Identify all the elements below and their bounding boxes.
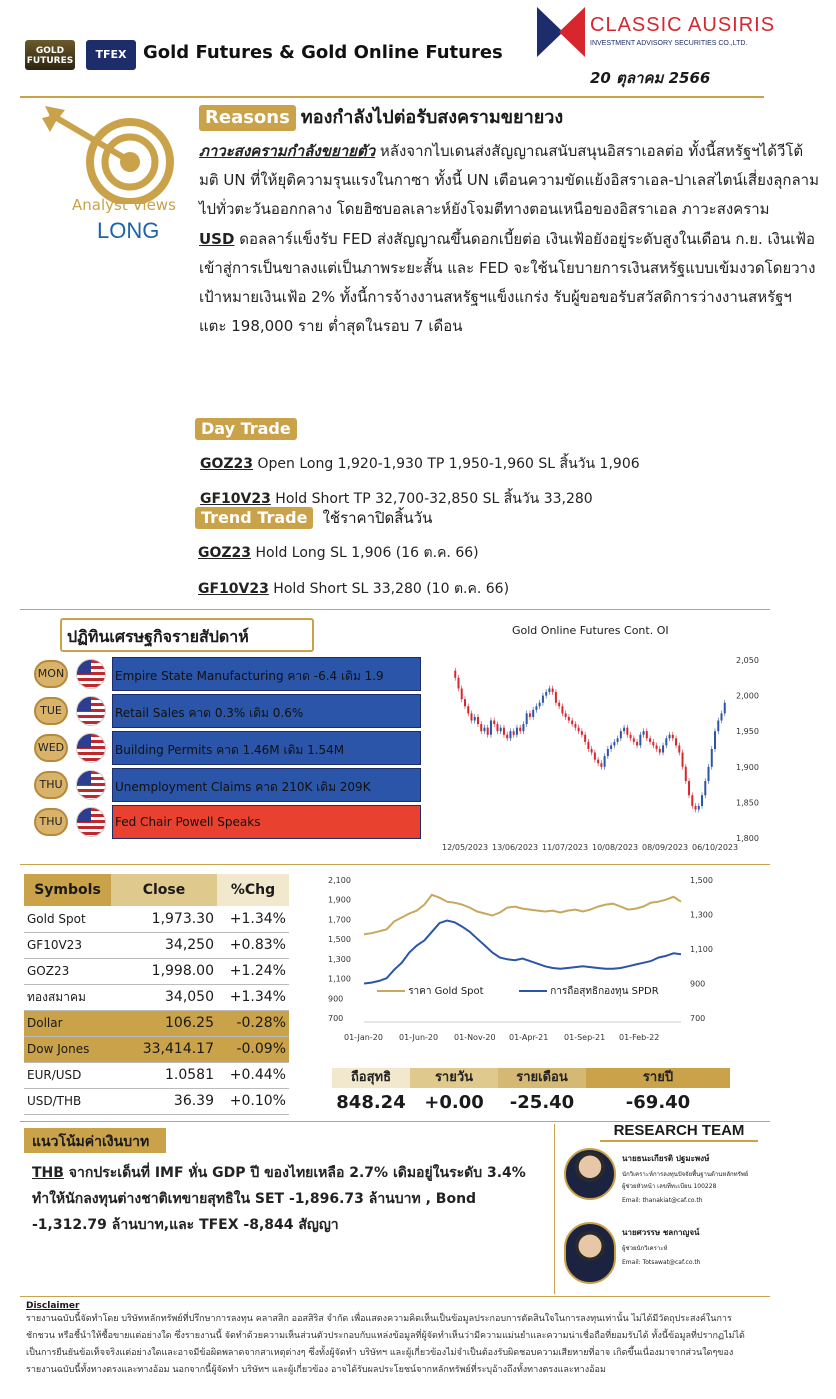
calendar-event xyxy=(34,766,424,803)
candle-body xyxy=(636,742,638,746)
candle-body xyxy=(691,795,693,806)
day-trade-section xyxy=(195,418,755,510)
trend-trade-section xyxy=(195,506,755,600)
candle-body xyxy=(652,742,654,746)
candle-body xyxy=(675,738,677,745)
day-trade-line xyxy=(200,453,755,475)
candle-body xyxy=(532,710,534,717)
stat-monthly: -25.40 xyxy=(509,1092,575,1113)
candle-body xyxy=(662,745,664,752)
header-divider xyxy=(20,96,764,98)
war-title: ภาวะสงครามกำลังขยายตัว xyxy=(199,142,376,160)
stat-header-daily: รายวัน xyxy=(410,1068,498,1088)
candle-body xyxy=(721,713,723,720)
candle-body xyxy=(480,724,482,731)
candle-body xyxy=(594,753,596,760)
analyst-name: นายธนะเกียรติ ปฐมะพงษ์ xyxy=(622,1154,710,1163)
day-trade-text: Hold Short TP 32,700-32,850 SL สิ้นวัน 33,280 xyxy=(270,491,593,507)
chg-cell: +1.24% xyxy=(217,958,289,984)
chg-cell: +0.83% xyxy=(217,932,289,958)
candle-body xyxy=(626,728,628,735)
candle-body xyxy=(490,721,492,735)
candle-body xyxy=(548,688,550,692)
disclaimer-title: Disclaimer xyxy=(26,1301,80,1311)
candle-body xyxy=(578,728,580,732)
candle-body xyxy=(568,717,570,721)
x-tick-label: 01-Feb-22 xyxy=(619,1033,660,1042)
table-row xyxy=(24,1010,289,1036)
header-symbols: Symbols xyxy=(24,874,111,906)
us-flag-icon xyxy=(76,696,106,726)
report-date: 20 ตุลาคม 2566 xyxy=(590,69,711,87)
y-tick-label: 2,050 xyxy=(736,656,759,665)
table-row xyxy=(24,984,289,1010)
trend-trade-text: Hold Short SL 33,280 (10 ต.ค. 66) xyxy=(268,581,510,597)
candle-body xyxy=(724,703,726,714)
gold-spdr-chart xyxy=(326,868,726,1048)
event-bar: Fed Chair Powell Speaks xyxy=(112,805,421,839)
analyst-role: นักวิเคราะห์การลงทุนปัจจัยพื้นฐานด้านหลักทรัพย์ xyxy=(622,1171,749,1178)
header-close: Close xyxy=(111,874,217,906)
candle-body xyxy=(529,713,531,717)
stat-header-monthly: รายเดือน xyxy=(498,1068,586,1088)
event-bar: Empire State Manufacturing คาด -6.4 เดิม 1.9 xyxy=(112,657,421,691)
right-tick-label: 1,500 xyxy=(690,876,713,885)
table-row xyxy=(24,932,289,958)
candle-body xyxy=(574,724,576,728)
candle-body xyxy=(613,742,615,746)
candle-body xyxy=(649,738,651,742)
close-cell: 1,998.00 xyxy=(111,958,217,984)
tfex-logo: TFEX xyxy=(86,40,136,70)
stat-yearly: -69.40 xyxy=(625,1092,691,1113)
y-tick-label: 2,000 xyxy=(736,691,759,701)
day-badge: WED xyxy=(34,734,68,762)
candle-body xyxy=(509,731,511,738)
thb-divider xyxy=(554,1124,555,1294)
candle-body xyxy=(708,767,710,781)
y-tick-label: 1,950 xyxy=(736,727,759,737)
research-team-title xyxy=(600,1122,758,1142)
stat-daily: +0.00 xyxy=(424,1092,484,1113)
left-tick-label: 1,700 xyxy=(328,915,351,925)
calendar-list xyxy=(34,655,424,840)
right-tick-label: 1,300 xyxy=(690,910,713,920)
header xyxy=(0,0,836,96)
candle-body xyxy=(704,781,706,795)
left-tick-label: 1,900 xyxy=(328,895,351,905)
calendar-title-text: ปฏิทินเศรษฐกิจรายสัปดาห์ xyxy=(67,627,249,646)
analyst-role: ผู้ช่วยนักวิเคราะห์ xyxy=(622,1245,668,1252)
candle-body xyxy=(487,728,489,735)
us-flag-icon xyxy=(76,770,106,800)
table-row xyxy=(24,1036,289,1062)
day-trade-symbol: GF10V23 xyxy=(200,491,271,507)
legend-gold xyxy=(374,984,487,999)
legend-gold-swatch xyxy=(377,990,405,992)
reasons-tag: Reasons xyxy=(199,105,296,131)
candle-body xyxy=(643,731,645,735)
candle-body xyxy=(597,760,599,764)
candle-body xyxy=(600,763,602,767)
candle-body xyxy=(474,717,476,721)
candle-body xyxy=(500,728,502,732)
day-badge: THU xyxy=(34,808,68,836)
symbols-table-header xyxy=(24,874,289,906)
candle-body xyxy=(470,713,472,720)
candle-body xyxy=(620,731,622,738)
x-tick-label: 01-Jan-20 xyxy=(344,1033,383,1042)
day-badge: MON xyxy=(34,660,68,688)
candle-body xyxy=(571,721,573,725)
calendar-section xyxy=(34,618,424,840)
us-flag-icon xyxy=(76,659,106,689)
trend-trade-symbol: GF10V23 xyxy=(198,581,269,597)
reasons-section xyxy=(199,102,819,341)
x-tick-label: 01-Nov-20 xyxy=(454,1033,496,1042)
candle-body xyxy=(461,688,463,699)
calendar-event xyxy=(34,655,424,692)
candle-body xyxy=(506,735,508,739)
right-tick-label: 900 xyxy=(690,979,706,989)
candle-body xyxy=(607,749,609,756)
candle-body xyxy=(659,749,661,753)
candle-body xyxy=(516,728,518,735)
day-badge: TUE xyxy=(34,697,68,725)
close-cell: 36.39 xyxy=(111,1088,217,1114)
footer-divider xyxy=(20,1296,770,1297)
research-team xyxy=(560,1122,770,1294)
candle-body xyxy=(561,706,563,713)
thb-tag-text: แนวโน้มค่าเงินบาท xyxy=(32,1134,150,1150)
left-tick-label: 1,100 xyxy=(328,974,351,984)
day-trade-text: Open Long 1,920-1,930 TP 1,950-1,960 SL สิ้นวัน 1,906 xyxy=(253,456,640,472)
research-team-title-text: RESEARCH TEAM xyxy=(613,1122,745,1139)
gold-spdr-chart-svg xyxy=(326,868,726,1048)
x-tick-label: 06/10/2023 xyxy=(692,843,739,852)
trend-trade-note: ใช้ราคาปิดสิ้นวัน xyxy=(322,509,433,527)
candle-body xyxy=(522,724,524,731)
candle-body xyxy=(714,731,716,749)
candle-body xyxy=(539,703,541,707)
legend-spdr-swatch xyxy=(519,990,547,992)
candle-body xyxy=(464,699,466,706)
symbol-cell: Gold Spot xyxy=(24,906,111,932)
reasons-header xyxy=(199,102,819,130)
legend-spdr-text: การถือสุทธิกองทุน SPDR xyxy=(550,986,659,997)
close-cell: 34,250 xyxy=(111,932,217,958)
candle-body xyxy=(604,756,606,767)
day-trade-tag: Day Trade xyxy=(195,418,297,440)
symbol-cell: Dollar xyxy=(24,1010,111,1036)
symbol-cell: Dow Jones xyxy=(24,1036,111,1062)
symbol-cell: GOZ23 xyxy=(24,958,111,984)
company-logo-icon xyxy=(537,7,585,57)
analyst-info xyxy=(622,1226,772,1266)
candle-body xyxy=(535,706,537,710)
table-row xyxy=(24,1088,289,1114)
candle-body xyxy=(630,735,632,739)
header-chg: %Chg xyxy=(217,874,289,906)
thb-tag xyxy=(24,1128,166,1153)
reasons-headline: ทองกำลังไปต่อรับสงครามขยายวง xyxy=(300,107,564,128)
trend-trade-tag: Trend Trade xyxy=(195,507,313,529)
calendar-title xyxy=(60,618,314,652)
y-tick-label: 1,900 xyxy=(736,762,759,772)
us-flag-icon xyxy=(76,733,106,763)
left-tick-label: 900 xyxy=(328,994,344,1004)
thb-symbol: THB xyxy=(32,1165,64,1181)
event-bar: Retail Sales คาด 0.3% เดิม 0.6% xyxy=(112,694,421,728)
candle-body xyxy=(672,735,674,739)
spdr-stats-values xyxy=(332,1092,730,1113)
stat-net: 848.24 xyxy=(336,1092,406,1113)
stat-header-yearly: รายปี xyxy=(586,1068,730,1088)
stat-header-net: ถือสุทธิ xyxy=(332,1068,410,1088)
analyst-license: ผู้ช่วยหัวหน้า เลขที่ทะเบียน 100228 xyxy=(622,1183,717,1190)
spdr-stats-header xyxy=(332,1068,730,1088)
candle-body xyxy=(633,738,635,742)
close-cell: 106.25 xyxy=(111,1010,217,1036)
candle-body xyxy=(639,735,641,746)
war-paragraph xyxy=(199,137,819,224)
legend-spdr xyxy=(516,984,662,999)
analyst-views-label: Analyst Views xyxy=(72,196,176,214)
company-subtitle: INVESTMENT ADVISORY SECURITIES CO.,LTD. xyxy=(590,40,748,47)
candle-body xyxy=(587,742,589,749)
symbols-table-body xyxy=(24,906,289,1115)
candle-body xyxy=(477,717,479,724)
chg-cell: +1.34% xyxy=(217,984,289,1010)
x-tick-label: 10/08/2023 xyxy=(592,843,639,852)
candle-body xyxy=(526,713,528,724)
chg-cell: +0.44% xyxy=(217,1062,289,1088)
table-row xyxy=(24,906,289,932)
calendar-event xyxy=(34,729,424,766)
war-text: หลังจากไบเดนส่งสัญญาณสนับสนุนอิสราเอลต่อ ทั้งนี้สหรัฐฯได้วีโต้มติ UN ที่ให้ยุติความรุนแรงในกาซา ทั้งนี้ UN เตือนความขัดแย้งอิสราเอล-ปาเลสไตน์เสี่ยงลุกลามไปทั่วตะวันออกกลาง โดยฮิซบอลเลาะห์ยังโจมตีทางตอนเหนือของอิสราเอล ภาวะสงคราม xyxy=(199,142,819,218)
x-tick-label: 01-Apr-21 xyxy=(509,1033,549,1042)
left-tick-label: 2,100 xyxy=(328,876,351,885)
analyst-view-value: LONG xyxy=(97,218,160,243)
close-cell: 34,050 xyxy=(111,984,217,1010)
candle-body xyxy=(656,745,658,749)
analyst-email: Email: Totsawat@caf.co.th xyxy=(622,1259,701,1266)
trend-trade-text: Hold Long SL 1,906 (16 ต.ค. 66) xyxy=(251,545,479,561)
event-bar: Unemployment Claims คาด 210K เดิม 209K xyxy=(112,768,421,802)
x-tick-label: 01-Jun-20 xyxy=(399,1033,439,1042)
candle-body xyxy=(454,671,456,678)
candle-body xyxy=(584,735,586,742)
company-name: CLASSIC AUSIRIS xyxy=(590,14,776,36)
candle-body xyxy=(552,688,554,692)
candle-body xyxy=(565,713,567,717)
candle-body xyxy=(591,749,593,753)
legend-gold-text: ราคา Gold Spot xyxy=(408,986,484,997)
analyst-avatar xyxy=(564,1222,616,1284)
candle-body xyxy=(669,735,671,739)
candle-body xyxy=(617,738,619,742)
candle-body xyxy=(558,703,560,707)
thb-section xyxy=(24,1128,549,1238)
day-trade-symbol: GOZ23 xyxy=(200,456,254,472)
y-tick-label: 1,850 xyxy=(736,798,759,808)
disclaimer xyxy=(26,1301,760,1379)
table-row xyxy=(24,1062,289,1088)
section-divider xyxy=(20,864,770,865)
candle-body xyxy=(496,724,498,731)
candle-body xyxy=(493,721,495,725)
x-tick-label: 08/09/2023 xyxy=(642,843,689,852)
company-logo xyxy=(537,7,585,57)
candle-body xyxy=(581,731,583,735)
close-cell: 33,414.17 xyxy=(111,1036,217,1062)
candle-body xyxy=(483,728,485,732)
candle-body xyxy=(701,795,703,806)
table-row xyxy=(24,958,289,984)
candle-body xyxy=(555,692,557,703)
analyst-name: นายศวรรษ ชลกาญจน์ xyxy=(622,1228,700,1237)
candle-body xyxy=(542,696,544,703)
candle-body xyxy=(698,806,700,810)
us-flag-icon xyxy=(76,807,106,837)
chg-cell: -0.09% xyxy=(217,1036,289,1062)
x-tick-label: 11/07/2023 xyxy=(542,843,589,852)
close-cell: 1,973.30 xyxy=(111,906,217,932)
day-badge: THU xyxy=(34,771,68,799)
symbol-cell: USD/THB xyxy=(24,1088,111,1114)
left-tick-label: 1,300 xyxy=(328,954,351,964)
analyst-email: Email: thanakiat@caf.co.th xyxy=(622,1197,703,1204)
candle-body xyxy=(467,706,469,713)
chg-cell: +1.34% xyxy=(217,906,289,932)
candle-body xyxy=(685,767,687,781)
usd-title: USD xyxy=(199,230,235,248)
candle-body xyxy=(665,738,667,745)
x-tick-label: 13/06/2023 xyxy=(492,843,539,852)
thb-text: จากประเด็นที่ IMF หั่น GDP ปี ของไทยเหลือ 2.7% เดิมอยู่ในระดับ 3.4% ทำให้นักลงทุนต่างชาติเทขายสุทธิใน SET -1,896.73 ล้านบาท , Bond -1,312.79 ล้านบาท,และ TFEX -8,844 สัญญา xyxy=(32,1165,526,1233)
symbol-cell: ทองสมาคม xyxy=(24,984,111,1010)
gold-futures-logo: GOLD FUTURES xyxy=(25,40,75,70)
candle-body xyxy=(682,753,684,767)
candle-chart-title: Gold Online Futures Cont. OI xyxy=(512,624,669,637)
left-tick-label: 700 xyxy=(328,1014,344,1023)
candle-body xyxy=(545,692,547,696)
section-divider xyxy=(20,609,770,610)
disclaimer-text: รายงานฉบับนี้จัดทำโดย บริษัทหลักทรัพย์ที่ปรึกษาการลงทุน คลาสสิก ออสสิริส จำกัด เพื่อแสดงความคิดเห็นเป็นข้อมูลประกอบการตัดสินใจในการลงทุนเท่านั้น ไม่ได้มีวัตถุประสงค์ในการชักชวน หรือชี้นำให้ซื้อขายแต่อย่างใด ซึ่งรายงานนี้ จัดทำด้วยความเห็นส่วนตัวประกอบกับแหล่งข้อมูลที่ผู้จัดทำเห็นว่ามีความแม่นยำและความน่าเชื่อถือที่ยอมรับได้ ทั้งนี้ข้อมูลที่ปรากฏไม่ได้เป็นการยืนยันข้อเท็จจริงแต่อย่างใดและอาจมีข้อผิดพลาดจากสาเหตุต่างๆ ซึ่งทั้งผู้จัดทำ บริษัทฯ และผู้เกี่ยวข้องไม่จำเป็นต้องรับผิดชอบความเสียหายที่อาจ เกิดขึ้นเนื่องมาจากส่วนใดๆของรายงานฉบับนี้ทั้งทางตรงและทางอ้อม นอกจากนี้ผู้จัดทำ บริษัทฯ และผู้เกี่ยวข้อง อาจได้รับผลประโยชน์จากหลักทรัพย์ที่ระบุอ้างถึงทั้งทางตรงและทางอ้อม xyxy=(26,1314,745,1375)
candle-body xyxy=(688,781,690,795)
trend-trade-line xyxy=(198,578,755,600)
chg-cell: +0.10% xyxy=(217,1088,289,1114)
spdr-holdings-line xyxy=(364,921,681,984)
symbol-cell: EUR/USD xyxy=(24,1062,111,1088)
candle-body xyxy=(457,678,459,689)
analyst-info xyxy=(622,1152,772,1204)
thb-paragraph xyxy=(32,1160,549,1238)
close-cell: 1.0581 xyxy=(111,1062,217,1088)
symbol-cell: GF10V23 xyxy=(24,932,111,958)
candle-body xyxy=(717,721,719,732)
candle-body xyxy=(711,749,713,767)
x-tick-label: 12/05/2023 xyxy=(442,843,489,852)
y-tick-label: 1,800 xyxy=(736,834,759,843)
candle-body xyxy=(695,806,697,810)
candle-body xyxy=(678,745,680,752)
candle-body xyxy=(513,731,515,735)
event-bar: Building Permits คาด 1.46M เดิม 1.54M xyxy=(112,731,421,765)
right-tick-label: 700 xyxy=(690,1014,706,1023)
candle-chart xyxy=(440,618,770,860)
right-tick-label: 1,100 xyxy=(690,945,713,954)
candle-body xyxy=(623,728,625,732)
page-title: Gold Futures & Gold Online Futures xyxy=(143,42,503,63)
spdr-stats xyxy=(332,1068,730,1113)
trend-trade-symbol: GOZ23 xyxy=(198,545,252,561)
analyst-view-panel xyxy=(40,104,190,254)
chg-cell: -0.28% xyxy=(217,1010,289,1036)
gold-spot-line xyxy=(364,895,681,934)
trend-trade-line xyxy=(198,542,755,564)
usd-paragraph xyxy=(199,225,819,341)
candle-body xyxy=(519,728,521,732)
candle-chart-svg xyxy=(440,618,770,860)
usd-text: ดอลลาร์แข็งรับ FED ส่งสัญญาณขึ้นดอกเบี้ยต่อ เงินเฟ้อยังอยู่ระดับสูงในเดือน ก.ย. เงินเฟ้อเข้าสู่การเป็นขาลงแต่เป็นภาพระยะสั้น และ FED จะใช้นโยบายการเงินสหรัฐแบบเข้มงวดโดยวางเป้าหมายเงินเฟ้อ 2% ทั้งนี้การจ้างงานสหรัฐฯแข็งแกร่ง รับผู้ขอขอรับสวัสดิการว่างงานสหรัฐฯแตะ 198,000 ราย ต่ำสุดในรอบ 7 เดือน xyxy=(199,230,816,335)
candle-body xyxy=(503,728,505,735)
candle-body xyxy=(646,731,648,738)
candle-body xyxy=(610,745,612,749)
left-tick-label: 1,500 xyxy=(328,935,351,945)
target-icon xyxy=(40,104,190,204)
calendar-event xyxy=(34,803,424,840)
analyst-avatar xyxy=(564,1148,616,1200)
x-tick-label: 01-Sep-21 xyxy=(564,1033,606,1042)
symbols-table xyxy=(24,874,289,1115)
calendar-event xyxy=(34,692,424,729)
